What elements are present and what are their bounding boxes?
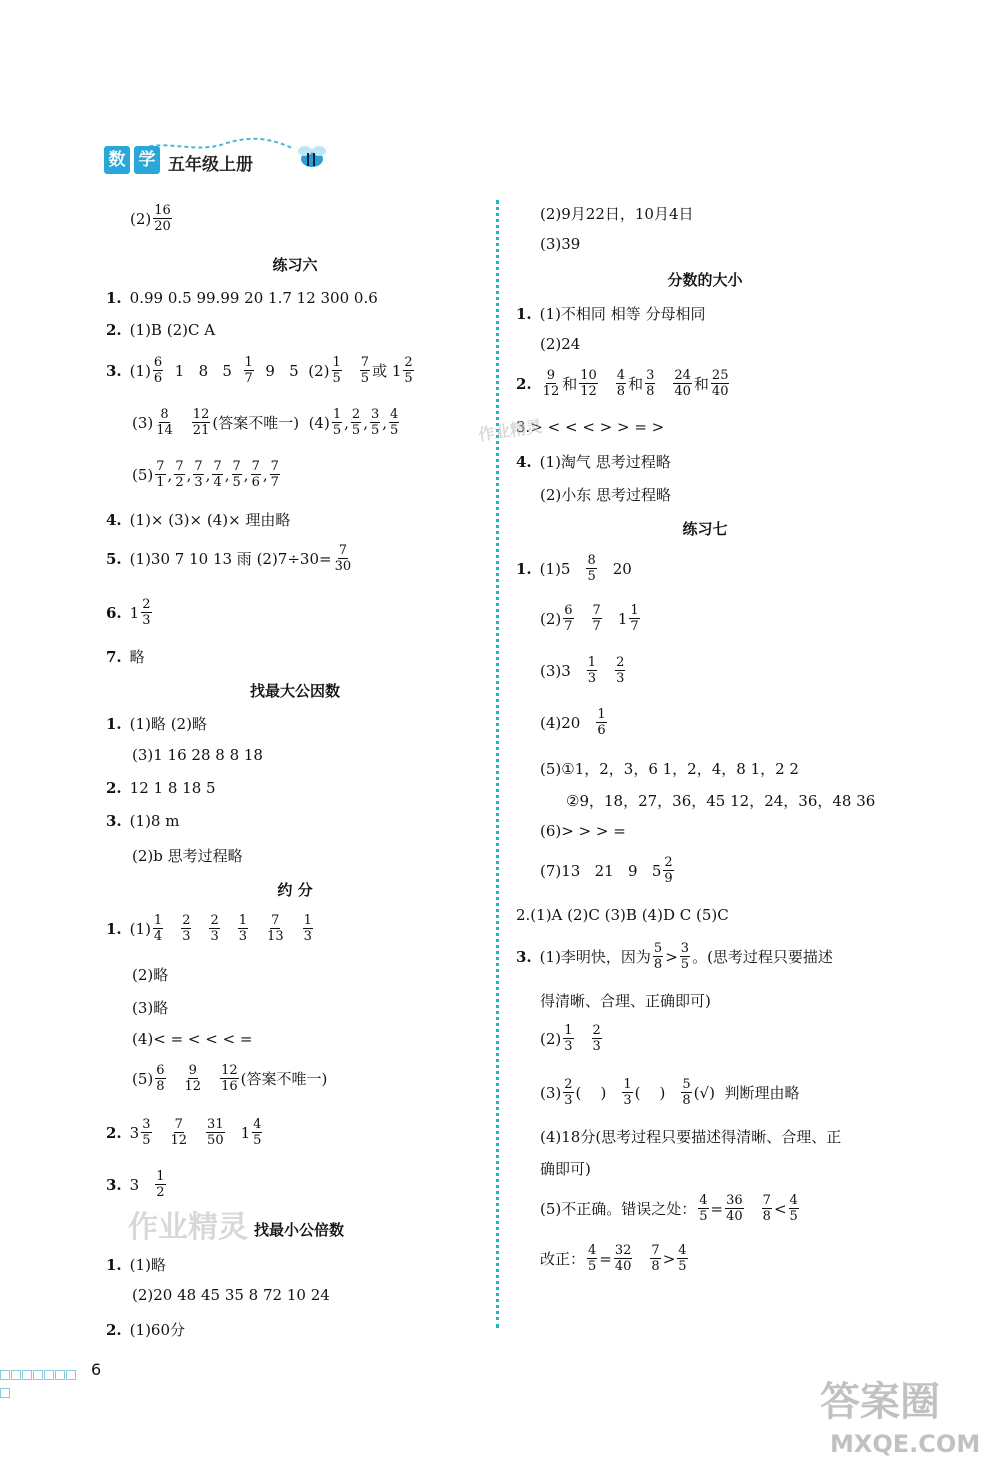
- answer-line: (2) $\frac{6}{7}$ $\frac{7}{7}$ 1 $\frac{1}{7}$: [540, 603, 639, 634]
- answer-line: (5) $\frac{6}{8}$ $\frac{9}{12}$ $\frac{12}{16}$ (答案不唯一): [132, 1063, 328, 1094]
- answer-line: 改正： $\frac{4}{5}$ = $\frac{32}{40}$ $\frac{7}{8}$ > $\frac{4}{5}$: [540, 1243, 687, 1274]
- watermark-text: 作业精灵: [128, 1210, 248, 1245]
- section-title-lianxi6: 练习六: [272, 256, 318, 274]
- answer-line: (2)小东 思考过程略: [540, 486, 672, 504]
- answer-line: 1. 0.99 0.5 99.99 20 1.7 12 300 0.6: [106, 289, 378, 307]
- answer-line: (4)< = < < < =: [132, 1030, 253, 1048]
- book-header: [104, 136, 364, 186]
- answer-line: (2)9月22日，10月4日: [540, 205, 694, 223]
- answer-line: 3. (1)李明快，因为 $\frac{5}{8}$ > $\frac{3}{5}$ 。(思考过程只要描述: [516, 941, 833, 972]
- answer-line: 5. (1)30 7 10 13 雨 (2)7÷30= $\frac{7}{30}$: [106, 543, 352, 574]
- watermark-logo: 答案圈: [820, 1379, 940, 1425]
- answer-line: 2. 12 1 8 18 5: [106, 779, 216, 797]
- answer-line: (5)不正确。错误之处： $\frac{4}{5}$ = $\frac{36}{40}$ $\frac{7}{8}$ < $\frac{4}{5}$: [540, 1193, 798, 1224]
- answer-line: 1. (1) $\frac{1}{4}$ $\frac{2}{3}$ $\frac{2}{3}$ $\frac{1}{3}$ $\frac{7}{13}$ $\frac{1}{3}$: [106, 913, 312, 944]
- column-divider: [496, 200, 499, 1328]
- answer-line: 2.(1)A (2)C (3)B (4)D C (5)C: [516, 906, 729, 924]
- answer-line: 1. (1)略 (2)略: [106, 714, 207, 733]
- subject-box-2: 学: [134, 146, 160, 174]
- answer-line: 3. 3 $\frac{1}{2}$: [106, 1169, 165, 1200]
- section-title-lianxi7: 练习七: [682, 520, 728, 538]
- page-number: 6: [91, 1360, 102, 1379]
- section-title-gcd: 找最大公因数: [249, 682, 340, 700]
- grade-label: 五年级上册: [168, 155, 253, 175]
- answer-line: 2. 3 $\frac{3}{5}$ $\frac{7}{12}$ $\frac{31}{50}$ 1 $\frac{4}{5}$: [106, 1117, 262, 1148]
- answer-line: 1. (1)5 $\frac{8}{5}$ 20: [516, 553, 632, 584]
- answer-line: (3)3 $\frac{1}{3}$ $\frac{2}{3}$: [540, 655, 625, 686]
- answer-line: 7. 略: [106, 647, 145, 666]
- footer-decoration: [0, 1366, 84, 1376]
- watermark-stamp: 作业精灵: [477, 416, 544, 445]
- answer-line: 1. (1)略: [106, 1255, 166, 1274]
- answer-line: 得清晰、合理、正确即可): [540, 992, 711, 1010]
- section-title-yuefen: 约 分: [277, 881, 313, 899]
- answer-line: 4. (1)淘气 思考过程略: [516, 452, 671, 471]
- answer-line: (3)略: [132, 999, 169, 1017]
- answer-line: (2)24: [540, 335, 581, 353]
- answer-line: (5) $\frac{7}{1}$ , $\frac{7}{2}$ , $\frac{7}{3}$ , $\frac{7}{4}$ , $\frac{7}{5}$ , $\frac{7}{6}$ , $\frac{7}{7}$: [132, 459, 279, 490]
- subject-box-1: 数: [104, 146, 130, 174]
- answer-line: 2. (1)B (2)C A: [106, 321, 216, 339]
- answer-line: (2)20 48 45 35 8 72 10 24: [132, 1286, 330, 1304]
- answer-line: (7)13 21 9 5 $\frac{2}{9}$: [540, 855, 673, 886]
- answer-line: (2)b 思考过程略: [132, 847, 243, 865]
- answer-line: (2)略: [132, 966, 169, 984]
- answer-line: (4)18分(思考过程只要描述得清晰、合理、正: [540, 1128, 842, 1146]
- answer-line: (6)> > > =: [540, 822, 626, 840]
- answer-line: 1. (1)不相同 相等 分母相同: [516, 304, 706, 323]
- answer-line: (5)①1，2，3，6 1，2，4，8 1，2 2: [540, 760, 799, 778]
- answer-line: (3)39: [540, 235, 581, 253]
- bee-icon: [292, 144, 332, 170]
- answer-line: ②9，18，27，36，45 12，24，36，48 36: [566, 792, 876, 810]
- section-title-lcm: 找最小公倍数: [253, 1221, 344, 1239]
- answer-line: 2. (1)60分: [106, 1320, 186, 1339]
- answer-line: 4. (1)× (3)× (4)× 理由略: [106, 510, 291, 529]
- answer-line: 3. (1) $\frac{6}{6}$ 1 8 5 $\frac{1}{7}$ 9 5 (2) $\frac{1}{5}$ $\frac{7}{5}$ 或 1 $\frac{2}{5}$: [106, 355, 413, 386]
- left-top-item: (2) $\frac{16}{20}$: [130, 203, 171, 234]
- answer-line: (3)1 16 28 8 8 18: [132, 746, 263, 764]
- answer-line: (3) $\frac{8}{14}$ $\frac{12}{21}$ (答案不唯一) (4) $\frac{1}{5}$ , $\frac{2}{5}$ , $\frac{3}{5}$ , $\frac{4}{5}$: [132, 407, 399, 438]
- section-title-fraction-size: 分数的大小: [667, 271, 743, 289]
- answer-line: 确即可): [540, 1160, 591, 1178]
- answer-line: 3. (1)8 m: [106, 812, 180, 830]
- answer-line: (2) $\frac{1}{3}$ $\frac{2}{3}$: [540, 1023, 601, 1054]
- answer-line: 2. $\frac{9}{12}$ 和 $\frac{10}{12}$ $\frac{4}{8}$ 和 $\frac{3}{8}$ $\frac{24}{40}$ 和 $\frac{25}{40}$: [516, 368, 729, 399]
- answer-line: (4)20 $\frac{1}{6}$: [540, 707, 606, 738]
- answer-line: 6. 1 $\frac{2}{3}$: [106, 597, 151, 628]
- answer-line: (3) $\frac{2}{3}$ ( ) $\frac{1}{3}$ ( ) $\frac{5}{8}$ (√) 判断理由略: [540, 1077, 800, 1108]
- watermark-url: MXQE.COM: [830, 1430, 981, 1458]
- answer-line: 3.> < < < > > = >: [516, 418, 665, 436]
